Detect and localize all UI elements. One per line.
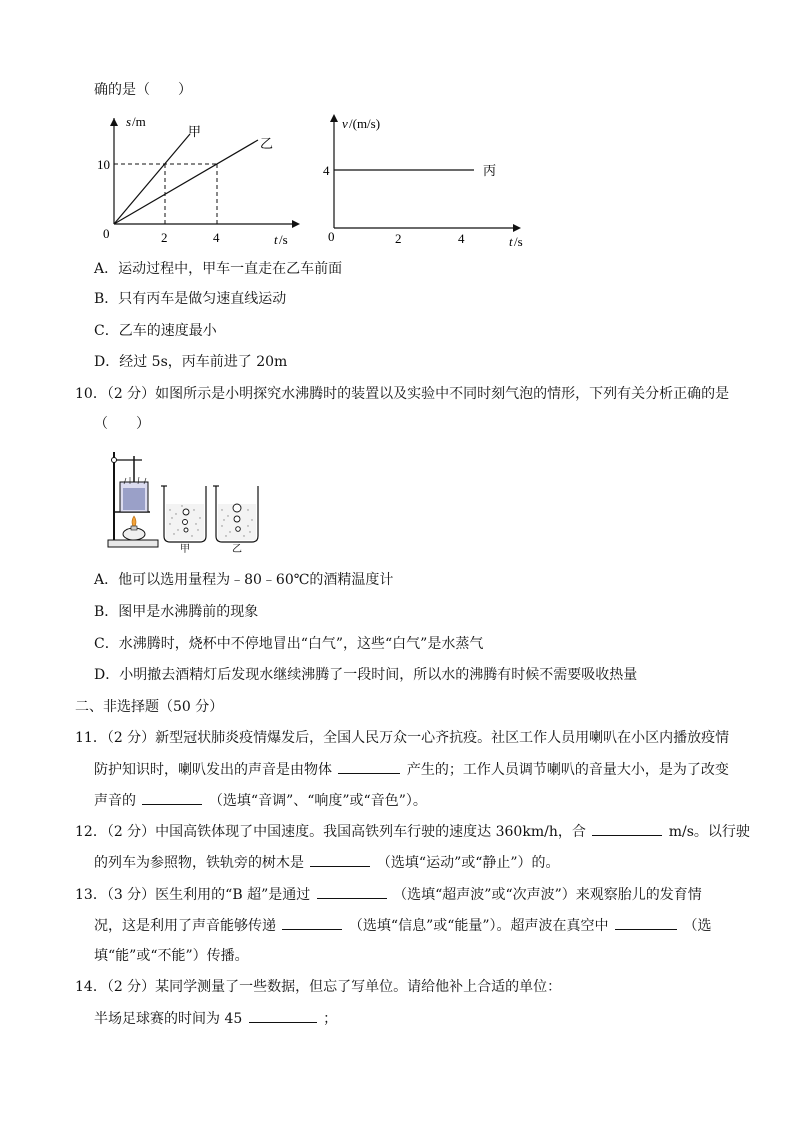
q10-option-b: B．图甲是水沸腾前的现象 <box>94 604 259 620</box>
q11-line3 <box>94 790 427 811</box>
vt-ylabel-unit: /(m/s) <box>349 116 381 131</box>
q11-text-c: 声音的 <box>94 793 136 809</box>
y-arrow-icon <box>110 118 118 126</box>
q13-text-b: （选填“超声波”或“次声波”）来观察胎儿的发育情 <box>393 887 702 903</box>
fig-label-jia: 甲 <box>180 544 190 555</box>
q13-text-c: 况，这是利用了声音能够传递 <box>94 918 276 934</box>
q9-option-d: D．经过 5s，丙车前进了 20m <box>94 354 288 370</box>
q11-text-d: （选填“音调”、“响度”或“音色”）。 <box>208 793 427 809</box>
st-xtick-2: 2 <box>161 230 168 245</box>
st-label-jia: 甲 <box>188 124 202 139</box>
x-arrow-icon <box>292 220 300 228</box>
q10-option-c: C．水沸腾时，烧杯中不停地冒出“白气”，这些“白气”是水蒸气 <box>94 636 484 652</box>
q9-option-c: C．乙车的速度最小 <box>94 323 217 339</box>
section-heading: 二、非选择题（50 分） <box>75 699 224 715</box>
q12-text-d: （选填“运动”或“静止”）的。 <box>376 855 560 871</box>
beaker-yi <box>213 486 258 542</box>
q13-text-e: （选 <box>683 918 712 934</box>
q12-text-a: 12．（2 分）中国高铁体现了中国速度。我国高铁列车行驶的速度达 360km/h，合 <box>75 824 586 840</box>
st-ylabel-s: s <box>126 114 132 129</box>
q12-line1 <box>75 821 750 842</box>
q13-answer-blank-3[interactable] <box>615 915 677 930</box>
q9-stem-tail: 确的是（ ） <box>94 82 192 98</box>
vt-graph <box>318 112 533 252</box>
q13-line2 <box>94 915 711 936</box>
vt-label-bing: 丙 <box>483 163 497 178</box>
q13-answer-blank-2[interactable] <box>282 915 342 930</box>
q10-option-d: D．小明撤去酒精灯后发现水继续沸腾了一段时间，所以水的沸腾有时候不需要吸收热量 <box>94 667 638 683</box>
vt-xtick-2: 2 <box>395 231 402 246</box>
q14-line2 <box>94 1008 337 1029</box>
q12-answer-blank-2[interactable] <box>310 852 370 867</box>
q14-text-b: ； <box>323 1011 338 1027</box>
st-ytick-10: 10 <box>97 157 110 172</box>
q10-paren: （ ） <box>94 416 150 432</box>
q13-line1 <box>75 884 702 905</box>
q12-answer-blank-1[interactable] <box>592 821 662 836</box>
vt-xlabel-t: t <box>509 234 513 249</box>
q11-answer-blank-1[interactable] <box>338 759 400 774</box>
y-arrow-icon <box>330 114 338 122</box>
q11-answer-blank-2[interactable] <box>142 790 202 805</box>
beaker-jia <box>161 486 206 542</box>
boiling-apparatus-figure <box>104 448 274 556</box>
q13-line3: 填“能”或“不能”）传播。 <box>94 948 249 964</box>
q11-line1: 11．（2 分）新型冠状肺炎疫情爆发后，全国人民万众一心齐抗疫。社区工作人员用喇叭在小区内播放疫情 <box>75 730 730 746</box>
q11-line2 <box>94 759 729 780</box>
q14-line1: 14．（2 分）某同学测量了一些数据，但忘了写单位。请给他补上合适的单位： <box>75 979 562 995</box>
st-origin: 0 <box>103 226 110 241</box>
q11-text-a: 防护知识时，喇叭发出的声音是由物体 <box>94 762 332 778</box>
st-xtick-4: 4 <box>213 230 220 245</box>
vt-ylabel-v: v <box>342 116 348 131</box>
st-graph <box>92 112 307 252</box>
st-label-yi: 乙 <box>260 136 274 151</box>
fig-label-yi: 乙 <box>232 544 242 555</box>
q10-option-a: A．他可以选用量程为﹣80﹣60℃的酒精温度计 <box>94 572 394 588</box>
q11-text-b: 产生的；工作人员调节喇叭的音量大小，是为了改变 <box>406 762 729 778</box>
vt-origin: 0 <box>328 229 335 244</box>
q14-answer-blank-1[interactable] <box>249 1008 317 1023</box>
vt-ytick-4: 4 <box>323 163 330 178</box>
st-ylabel-unit: /m <box>132 114 146 129</box>
st-xlabel-t: t <box>274 232 278 247</box>
vt-xtick-4: 4 <box>458 231 465 246</box>
q13-text-a: 13．（3 分）医生利用的“B 超”是通过 <box>75 887 311 903</box>
x-arrow-icon <box>513 224 521 232</box>
q13-answer-blank-1[interactable] <box>317 884 387 899</box>
q14-text-a: 半场足球赛的时间为 45 <box>94 1011 243 1027</box>
q10-stem: 10．（2 分）如图所示是小明探究水沸腾时的装置以及实验中不同时刻气泡的情形，下列有关分析正确的是 <box>75 386 730 402</box>
st-xlabel-unit: /s <box>279 232 288 247</box>
vt-xlabel-unit: /s <box>514 234 523 249</box>
q13-text-d: （选填“信息”或“能量”）。超声波在真空中 <box>348 918 609 934</box>
q9-option-a: A．运动过程中，甲车一直走在乙车前面 <box>94 261 343 277</box>
q12-text-b: m/s。以行驶 <box>668 824 750 840</box>
q12-line2 <box>94 852 560 873</box>
q9-option-b: B．只有丙车是做匀速直线运动 <box>94 291 287 307</box>
q12-text-c: 的列车为参照物，铁轨旁的树木是 <box>94 855 304 871</box>
